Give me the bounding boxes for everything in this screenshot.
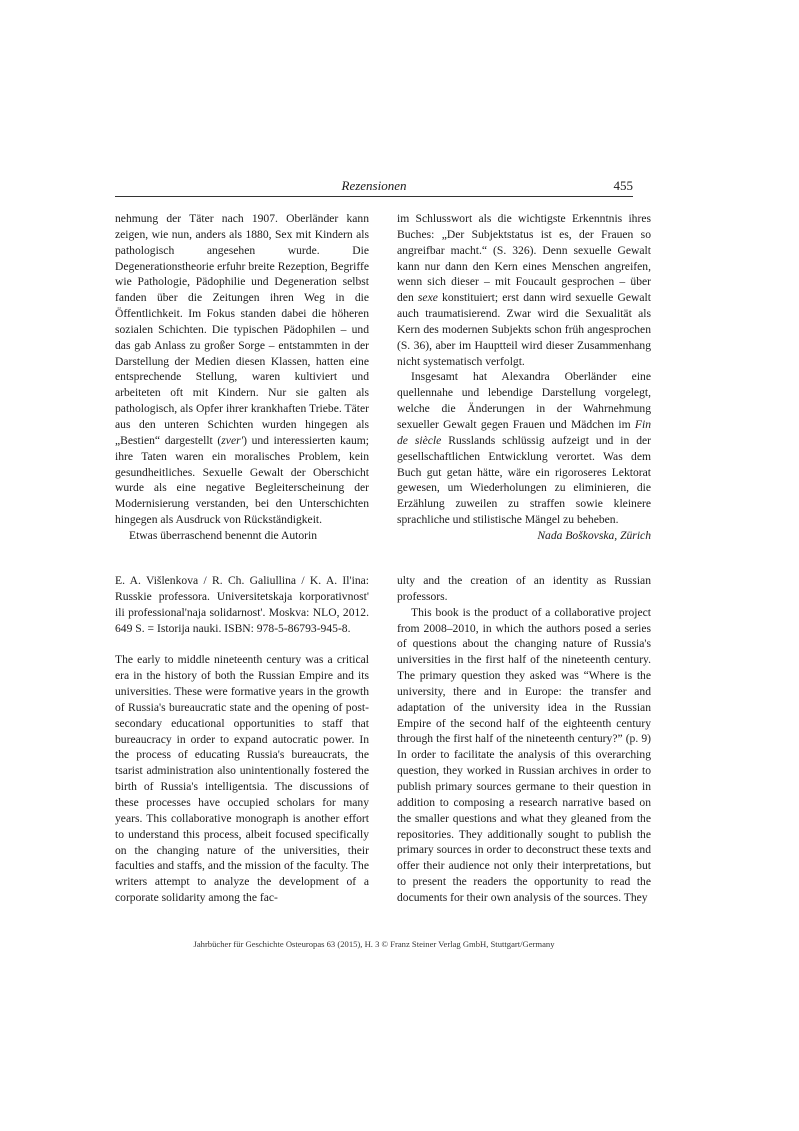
paragraph: This book is the product of a collaborative project from 2008–2010, in which the authors posed a series of questions about the changing nature of Russia's universities in the first half of the nineteenth century. The primary question they asked was “Where is the university, there and in Europe: the transfer and adaptation of the university idea in the Russian Empire of the second half of the eighteenth century through the first half of the nineteenth century?” (p. 9) In order to facilitate the analysis of this overarching question, they worked in Russian archives in order to publish primary sources germane to their question in addition to composing a research narrative based on the smaller questions and what they gleaned from the repositories. They additionally sought to publish the primary sources in order to deconstruct these texts and offer their audience not only their interpretations, but to present the readers the opportunity to read the documents for their own analysis of the sources. They bbox=[397, 605, 651, 904]
italic-term: sexe bbox=[417, 291, 438, 305]
paragraph bbox=[397, 211, 651, 369]
text: Insgesamt hat Alexandra Oberländer eine quellennahe und lebendige Darstellung vorgelegt, welche die Änderungen in der Wahrnehmung sexueller Gewalt gegen Frauen und Mädchen im bbox=[397, 370, 651, 431]
paragraph: ulty and the creation of an identity as Russian professors. bbox=[397, 574, 651, 603]
english-review-column-left bbox=[115, 573, 369, 906]
section-title: Rezensionen bbox=[341, 178, 407, 193]
text: Russlands schlüssig aufzeigt und in der gesellschaftlichen Entwicklung verortet. Was dem Buch gut getan hätte, wäre ein rigoroseres Lektorat gewesen, um Wiederholungen zu eliminieren, die Erzählung zuweilen zu straffen sowie kleinere sprachliche und stilistische Mängel zu beheben. bbox=[397, 433, 651, 527]
text: im Schlusswort als die wichtigste Erkenntnis ihres Buches: „Der Subjektstatus ist es, der Frauen so angreifbar macht.“ (S. 326). Denn sexuelle Gewalt kann nur dann den Kern eines Menschen angreifen, wenn sich dieser – mit Foucault gesprochen – über den bbox=[397, 212, 651, 305]
page-number: 455 bbox=[613, 178, 633, 193]
book-citation: E. A. Višlenkova / R. Ch. Galiullina / K. A. Il'ina: Russkie professora. Universitetskaja korporativnost' ili professional'naja solidarnost'. Moskva: NLO, 2012. 649 S. = Istorija nauki. ISBN: 978-5-86793-945-8. bbox=[115, 574, 369, 635]
italic-term: Fin de siècle bbox=[397, 417, 651, 447]
paragraph bbox=[115, 211, 369, 528]
paragraph bbox=[397, 369, 651, 527]
paragraph: The early to middle nineteenth century was a critical era in the history of both the Russian Empire and its universities. These were formative years in the growth of Russia's bureaucratic state and the opening of post-secondary educational opportunities to staff that bureaucracy in order to expand autocratic power. In the process of educating Russia's bureaucrats, the tsarist administration also unintentionally fostered the birth of Russia's intelligentsia. The discussions of these processes have occupied scholars for many years. This collaborative monograph is another effort to understand this process, albeit focused specifically on the changing nature of the universities, their faculties and staffs, and the mission of the faculty. The writers attempt to analyze the development of a corporate solidarity among the fac- bbox=[115, 653, 369, 905]
running-header bbox=[115, 178, 633, 197]
reviewer-signature: Nada Boškovska, Zürich bbox=[537, 528, 651, 542]
text: konstituiert; erst dann wird sexuelle Gewalt auch traumatisierend. Zwar wird die Sexualität als Kern des modernen Subjekts schon früh angesprochen (S. 36), aber im Hauptteil wird dieser Zusammenhang nicht systematisch verfolgt. bbox=[397, 291, 651, 368]
text: nehmung der Täter nach 1907. Oberländer kann zeigen, wie nun, anders als 1880, Sex mit Kindern als pathologisch angesehen wurde. Die Degenerationstheorie erfuhr breite Rezeption, Begriffe wie Pathologie, Pädophilie und Degeneration selbst fanden über die Zeitungen ihren Weg in die Öffentlichkeit. Im Fokus standen dabei die höheren sozialen Schichten. Die typischen Pädophilen – und das gab Anlass zu großer Sorge – entstammten in der Darstellung der Medien diesen Klassen, hatten eine entsprechende Stellung, waren kultiviert und arbeiteten oft mit Kindern. Nur sie galten als pathologisch, als Opfer ihrer krankhaften Triebe. Täter aus den unteren Schichten wurden hingegen als „Bestien“ dargestellt ( bbox=[115, 212, 369, 447]
italic-term: zver' bbox=[221, 433, 244, 447]
english-review-column-right bbox=[397, 573, 651, 906]
text: ) und interessierten kaum; ihre Taten waren ein moralisches Problem, kein gesundheitliches. Sexuelle Gewalt der Oberschicht wurde als eine negative Begleiterscheinung der Modernisierung verstanden, bei den Unterschichten hingegen als Ausdruck von Rückständigkeit. bbox=[115, 433, 370, 527]
german-review-column-left bbox=[115, 211, 369, 544]
paragraph: Etwas überraschend benennt die Autorin bbox=[129, 528, 318, 542]
german-review-column-right bbox=[397, 211, 651, 544]
copyright-footer: Jahrbücher für Geschichte Osteuropas 63 (2015), H. 3 © Franz Steiner Verlag GmbH, Stuttgart/Germany bbox=[193, 939, 555, 949]
